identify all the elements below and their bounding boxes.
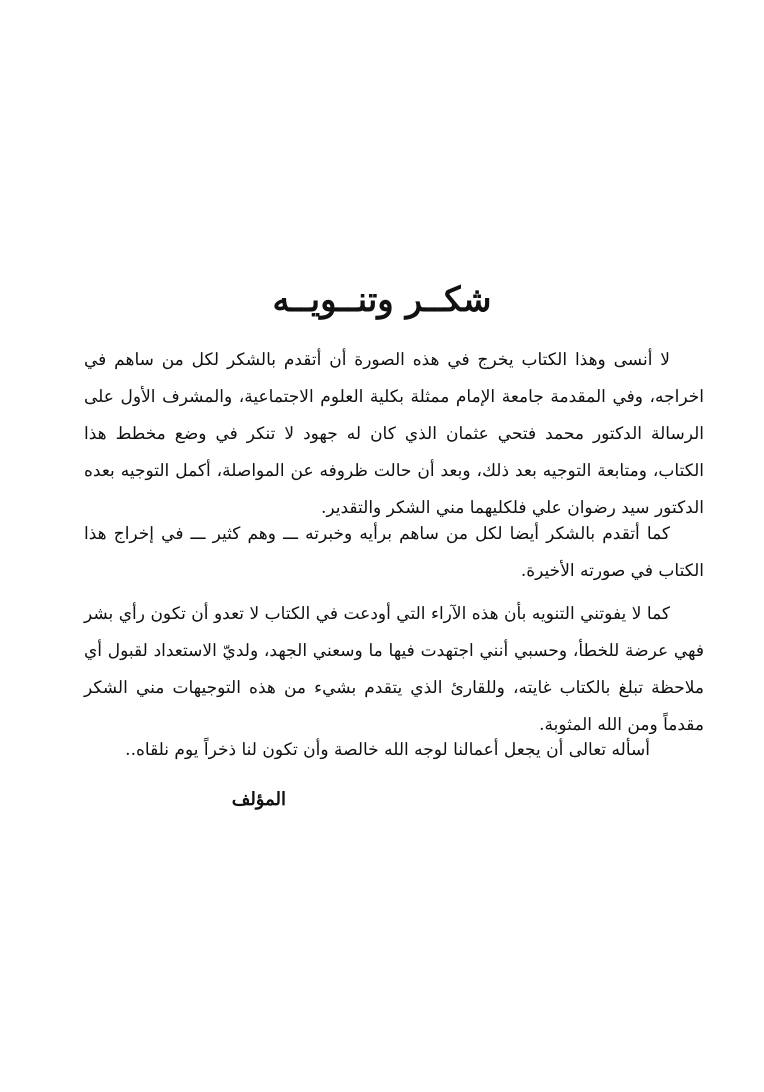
paragraph-thanks-contributors: كما أتقدم بالشكر أيضا لكل من ساهم برأيه وخبرته ـــ وهم كثير ـــ في إخراج هذا الكتاب في صورته الأخيرة.: [84, 524, 704, 581]
paragraph-acknowledgement: لا أنسى وهذا الكتاب يخرج في هذه الصورة أن أتقدم بالشكر لكل من ساهم في اخراجه، وفي المقدمة جامعة الإمام ممثلة بكلية العلوم الاجتماعية، والمشرف الأول على الرسالة الدكتور محمد فتحي عثمان الذي كان له جهود لا تنكر في وضع مخطط هذا الكتاب، ومتابعة التوجيه بعد ذلك، وبعد أن حالت ظروفه عن المواصلة، أكمل التوجيه بعده الدكتور سيد رضوان علي فلكليهما مني الشكر والتقدير.: [84, 350, 704, 518]
paragraph-note: كما لا يفوتني التنويه بأن هذه الآراء التي أودعت في الكتاب لا تعدو أن تكون رأي بشر فهي عرضة للخطأ، وحسبي أنني اجتهدت فيها ما وسعني الجهد، ولديّ الاستعداد لقبول أي ملاحظة تبلغ بالكتاب غايته، وللقارئ الذي يتقدم بشيء من هذه التوجيهات مني الشكر مقدماً ومن الله المثوبة.: [84, 604, 704, 735]
paragraph-prayer: أسأله تعالى أن يجعل أعمالنا لوجه الله خالصة وأن تكون لنا ذخراً يوم نلقاه..: [125, 740, 650, 760]
author-signature: المؤلف: [231, 789, 286, 810]
page-title: شكــر وتنــويــه: [272, 280, 492, 320]
